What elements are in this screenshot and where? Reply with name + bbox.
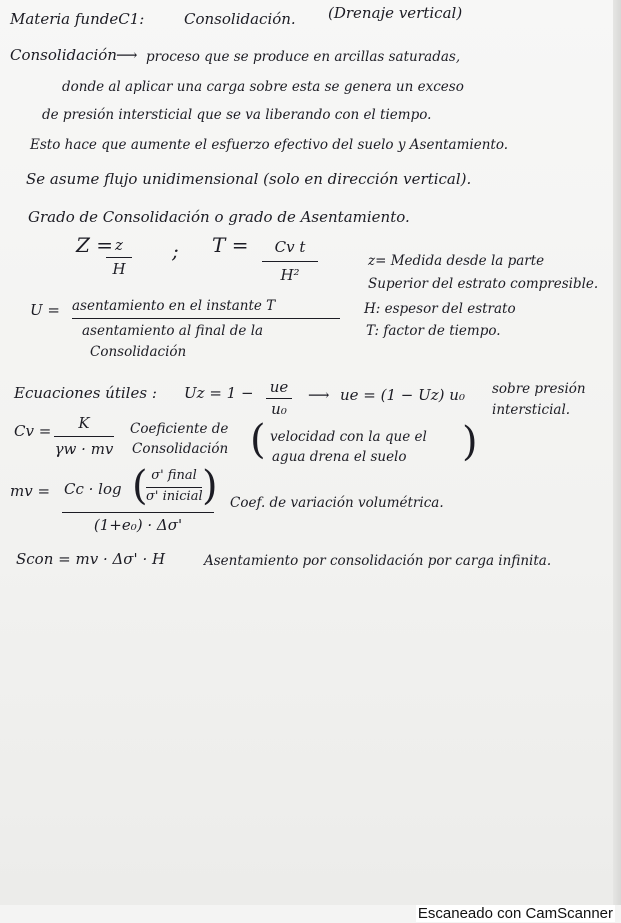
definition-line-3: de presión intersticial que se va liberando con el tiempo. (42, 107, 432, 123)
ue-denominator: u₀ (271, 400, 287, 418)
mv-numerator: Cc · log (64, 480, 122, 498)
mv-close-paren: ) (202, 463, 218, 509)
z-denominator: H (112, 260, 126, 278)
degree-title: Grado de Consolidación o grado de Asentamiento. (28, 208, 410, 226)
definition-arrow: ⟶ (116, 46, 138, 64)
cv-numerator: K (78, 414, 90, 432)
legend-z-cont: Superior del estrato compresible. (368, 276, 599, 292)
cv-label: Cv = (14, 422, 52, 440)
cv-description-1: Coeficiente de (130, 421, 229, 437)
assumption-line: Se asume flujo unidimensional (solo en dirección vertical). (26, 170, 472, 188)
mv-label: mv = (10, 482, 51, 500)
mv-description: Coef. de variación volumétrica. (230, 495, 444, 511)
page-edge (613, 0, 621, 905)
mv-denominator: (1+e₀) · Δσ' (93, 516, 183, 534)
scon-expression: Scon = mv · Δσ' · H (16, 550, 166, 568)
cv-paren-2: agua drena el suelo (272, 449, 407, 465)
cv-description-2: Consolidación (132, 441, 229, 457)
legend-z: z= Medida desde la parte (368, 253, 545, 269)
u-numerator: asentamiento en el instante T (72, 298, 276, 314)
u-denominator-2: Consolidación (90, 344, 187, 360)
cv-denominator: γw · mv (54, 440, 114, 458)
t-fraction-bar (262, 261, 318, 262)
mv-inner-numerator: σ' final (151, 468, 197, 483)
mv-open-paren: ( (132, 463, 148, 509)
z-numerator: z (115, 236, 123, 254)
u-denominator-1: asentamiento al final de la (82, 323, 264, 339)
uz-expression: Uz = 1 − (184, 384, 254, 402)
mv-inner-bar (146, 487, 202, 488)
legend-t: T: factor de tiempo. (366, 323, 501, 339)
t-numerator: Cv t (274, 238, 306, 256)
header-note: (Drenaje vertical) (328, 4, 463, 22)
definition-line-1: proceso que se produce en arcillas saturadas, (146, 49, 461, 65)
legend-h: H: espesor del estrato (364, 301, 516, 317)
ue-expression: ue = (1 − Uz) u₀ (340, 386, 465, 404)
subject-label: Materia fundeC1: (10, 10, 145, 28)
topic-title: Consolidación. (184, 10, 296, 28)
ue-note-1: sobre presión (492, 381, 586, 397)
equations-title: Ecuaciones útiles : (14, 384, 157, 402)
cv-open-paren: ( (250, 417, 266, 463)
camscanner-watermark: Escaneado con CamScanner (417, 905, 613, 922)
t-denominator: H² (280, 266, 300, 284)
cv-fraction-bar (54, 436, 114, 437)
u-fraction-bar (72, 318, 340, 319)
mv-inner-denominator: σ' inicial (146, 489, 203, 504)
mv-fraction-bar (62, 512, 214, 513)
ue-fraction-bar (266, 398, 292, 399)
ue-numerator: ue (269, 378, 289, 396)
definition-line-2: donde al aplicar una carga sobre esta se genera un exceso (62, 79, 464, 95)
ue-note-2: intersticial. (492, 402, 571, 418)
cv-close-paren: ) (462, 419, 478, 465)
uz-arrow: ⟶ (308, 386, 330, 404)
separator: ; (172, 239, 179, 263)
z-fraction-bar (106, 257, 132, 258)
t-label: T = (212, 233, 249, 257)
u-label: U = (30, 301, 60, 319)
cv-paren-1: velocidad con la que el (270, 429, 427, 445)
definition-line-4: Esto hace que aumente el esfuerzo efectivo del suelo y Asentamiento. (30, 137, 509, 153)
scon-description: Asentamiento por consolidación por carga infinita. (204, 553, 552, 569)
z-label: Z = (76, 233, 114, 257)
definition-term: Consolidación (10, 46, 117, 64)
